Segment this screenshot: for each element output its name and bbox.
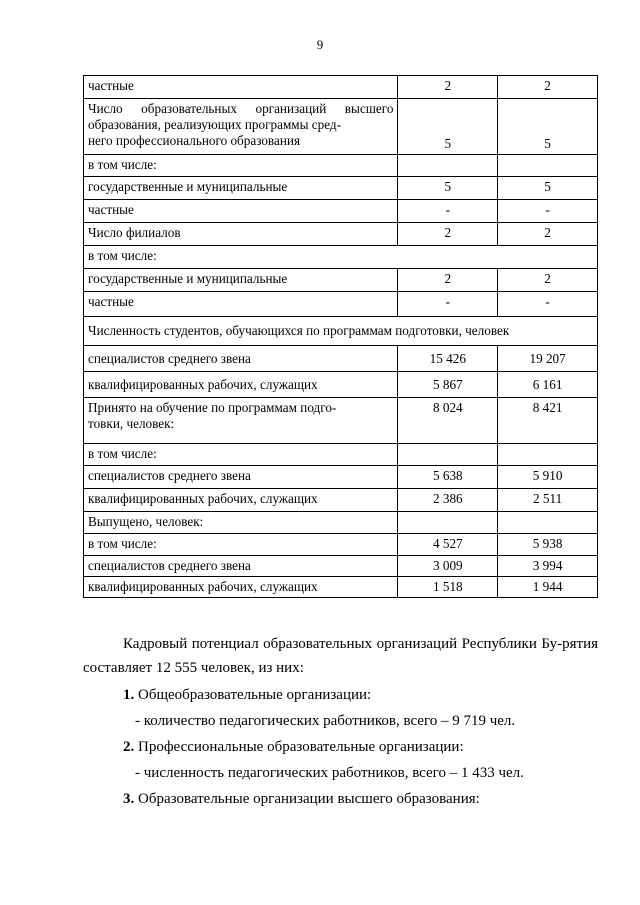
value-col-2: 5 (498, 177, 598, 200)
page-number: 9 (316, 37, 324, 52)
value-col-2: 2 (498, 223, 598, 246)
list-item (123, 685, 598, 705)
value-col-2 (498, 444, 598, 466)
row-label: Численность студентов, обучающихся по программам подготовки, человек (84, 317, 598, 346)
row-label: Число образовательных организаций высшего образования, реализующих программы сред- него профессионального образования (84, 99, 398, 155)
row-label: государственные и муниципальные (84, 177, 398, 200)
value-col-2 (498, 155, 598, 177)
value-col-1 (398, 444, 498, 466)
table-row (84, 292, 598, 317)
value-col-1: 8 024 (398, 398, 498, 444)
value-col-2: 2 (498, 76, 598, 99)
list-detail: - количество педагогических работников, всего – 9 719 чел. (135, 713, 516, 729)
statistics-table (83, 75, 598, 598)
value-col-2: - (498, 200, 598, 223)
value-col-1: 5 (398, 177, 498, 200)
row-label: частные (84, 200, 398, 223)
value-col-1: 2 386 (398, 489, 498, 512)
list-number: 3. (123, 791, 135, 807)
value-col-2: 5 910 (498, 466, 598, 489)
row-label: квалифицированных рабочих, служащих (84, 577, 398, 598)
table-row (84, 556, 598, 577)
value-col-1 (398, 155, 498, 177)
table-row (84, 346, 598, 372)
value-col-1: 4 527 (398, 534, 498, 556)
value-col-2: 1 944 (498, 577, 598, 598)
table-row (84, 577, 598, 598)
table-row (84, 466, 598, 489)
row-label: Выпущено, человек: (84, 512, 398, 534)
value-col-1: - (398, 200, 498, 223)
value-col-2: 19 207 (498, 346, 598, 372)
value-col-2: 6 161 (498, 372, 598, 398)
table-row (84, 177, 598, 200)
row-label: государственные и муниципальные (84, 269, 398, 292)
table-row (84, 534, 598, 556)
value-col-1: - (398, 292, 498, 317)
table-row (84, 246, 598, 269)
row-label: специалистов среднего звена (84, 346, 398, 372)
row-label: специалистов среднего звена (84, 556, 398, 577)
list-detail: - численность педагогических работников, всего – 1 433 чел. (135, 765, 524, 781)
value-col-1 (398, 512, 498, 534)
value-col-1: 2 (398, 76, 498, 99)
value-col-1: 15 426 (398, 346, 498, 372)
value-col-1: 5 867 (398, 372, 498, 398)
row-label: частные (84, 76, 398, 99)
list-title: Общеобразовательные организации: (138, 687, 372, 703)
table-row (84, 398, 598, 444)
value-col-2: - (498, 292, 598, 317)
value-col-1: 2 (398, 223, 498, 246)
table-row (84, 372, 598, 398)
value-col-1: 5 (398, 99, 498, 155)
value-col-2 (498, 512, 598, 534)
value-col-2: 5 (498, 99, 598, 155)
value-col-2: 2 511 (498, 489, 598, 512)
body-paragraph: Кадровый потенциал образовательных организаций Республики Бу-рятия составляет 12 555 человек, из них: (83, 636, 598, 676)
value-col-1: 3 009 (398, 556, 498, 577)
list-item (123, 737, 598, 757)
value-col-2: 2 (498, 269, 598, 292)
value-col-2: 5 938 (498, 534, 598, 556)
table-row (84, 223, 598, 246)
row-label: специалистов среднего звена (84, 466, 398, 489)
row-label: Число филиалов (84, 223, 398, 246)
row-label: квалифицированных рабочих, служащих (84, 372, 398, 398)
row-label: Принято на обучение по программам подго- товки, человек: (84, 398, 398, 444)
value-col-2: 8 421 (498, 398, 598, 444)
table-row (84, 269, 598, 292)
row-label: в том числе: (84, 534, 398, 556)
list-item (123, 789, 598, 809)
table-row (84, 155, 598, 177)
row-label: в том числе: (84, 246, 598, 269)
table-row (84, 200, 598, 223)
table-row (84, 444, 598, 466)
table-row (84, 489, 598, 512)
list-number: 2. (123, 739, 135, 755)
list-title: Образовательные организации высшего образования: (138, 791, 480, 807)
table-row (84, 512, 598, 534)
table-row (84, 317, 598, 346)
list-title: Профессиональные образовательные организации: (138, 739, 464, 755)
value-col-1: 1 518 (398, 577, 498, 598)
row-label: в том числе: (84, 444, 398, 466)
value-col-1: 5 638 (398, 466, 498, 489)
row-label: квалифицированных рабочих, служащих (84, 489, 398, 512)
row-label: в том числе: (84, 155, 398, 177)
value-col-2: 3 994 (498, 556, 598, 577)
value-col-1: 2 (398, 269, 498, 292)
table-row (84, 99, 598, 155)
row-label: частные (84, 292, 398, 317)
table-row (84, 76, 598, 99)
list-number: 1. (123, 687, 135, 703)
